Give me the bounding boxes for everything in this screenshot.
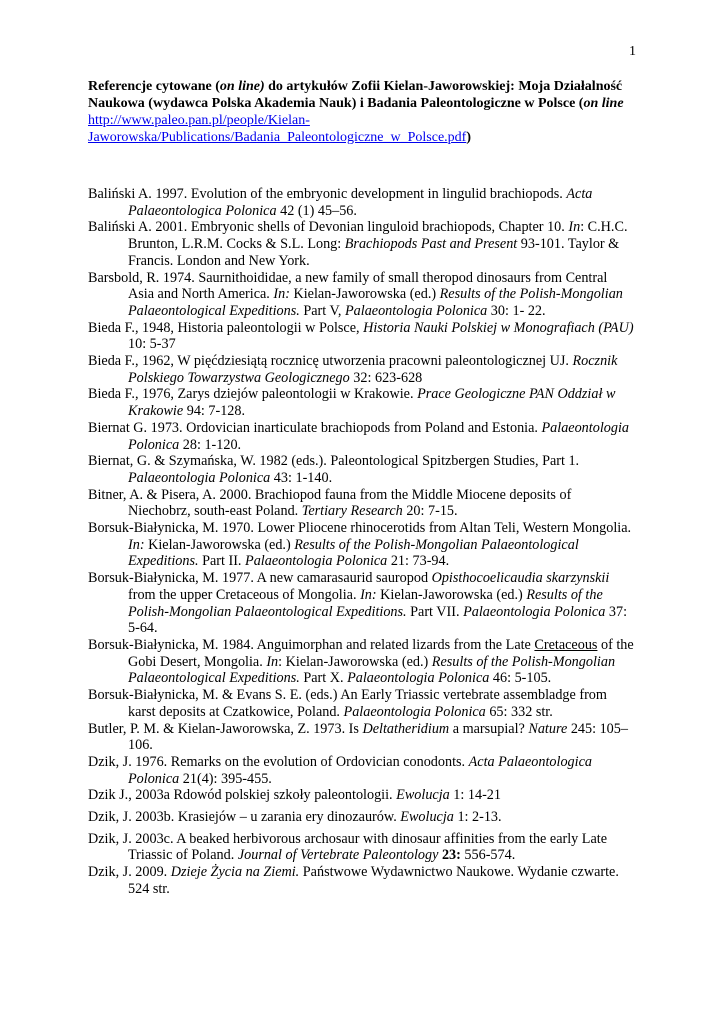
reference-entry: Biernat, G. & Szymańska, W. 1982 (eds.). Paleontological Spitzbergen Studies, Part 1. Palaeontologia Polonica 43: 1-140. <box>88 453 580 486</box>
reference-entry: Borsuk-Białynicka, M. 1970. Lower Pliocene rhinocerotids from Altan Teli, Western Mongolia. In: Kielan-Jaworowska (ed.) Results of the Polish-Mongolian Palaeontological Expeditions. Part II. Palaeontologia Polonica 21: 73-94. <box>88 520 632 570</box>
heading-italic: on line <box>583 96 624 111</box>
reference-list <box>88 186 636 898</box>
source-pdf-link[interactable]: http://www.paleo.pan.pl/people/Kielan-Jaworowska/Publications/Badania_Paleontologiczne_w_Polsce.pdf <box>88 113 467 145</box>
heading-text: do artykułów Zofii Kielan-Jaworowskiej: Moja Działalność Naukowa (wydawca Polska Akademia Nauk) i Badania Paleontologiczne w Polsce ( <box>88 79 623 111</box>
document-heading: Referencje cytowane (on line) do artykułów Zofii Kielan-Jaworowskiej: Moja Działalność Naukowa (wydawca Polska Akademia Nauk) i Badania Paleontologiczne w Polsce (on line http://www.paleo.pan.pl/people/Kielan-Jaworowska/Publications/Badania_Paleontologiczne_w_Polsce.pdf) <box>88 79 624 145</box>
reference-entry: Borsuk-Białynicka, M. & Evans S. E. (eds.) An Early Triassic vertebrate assembladge from karst deposits at Czatkowice, Poland. Palaeontologia Polonica 65: 332 str. <box>88 687 607 720</box>
reference-entry: Borsuk-Białynicka, M. 1977. A new camarasaurid sauropod Opisthocoelicaudia skarzynskii from the upper Cretaceous of Mongolia. In: Kielan-Jaworowska (ed.) Results of the Polish-Mongolian Palaeontological Expeditions. Part VII. Palaeontologia Polonica 37: 5-64. <box>88 570 628 637</box>
reference-entry: Biernat G. 1973. Ordovician inarticulate brachiopods from Poland and Estonia. Palaeontologia Polonica 28: 1-120. <box>88 419 629 453</box>
page-number: 1 <box>629 44 636 59</box>
reference-entry: Barsbold, R. 1974. Saurnithoididae, a new family of small theropod dinosaurs from Central Asia and North America. In: Kielan-Jaworowska (ed.) Results of the Polish-Mongolian Palaeontological Expeditions. Part V, Palaeontologia Polonica 30: 1- 22. <box>88 269 623 319</box>
reference-entry: Baliński A. 2001. Embryonic shells of Devonian linguloid brachiopods, Chapter 10. In: C.H.C. Brunton, L.R.M. Cocks & S.L. Long: Brachiopods Past and Present 93-101. Taylor & Francis. London and New York. <box>88 219 628 269</box>
reference-entry: Butler, P. M. & Kielan-Jaworowska, Z. 1973. Is Deltatheridium a marsupial? Nature 245: 105–106. <box>88 720 628 754</box>
reference-entry: Baliński A. 1997. Evolution of the embryonic development in lingulid brachiopods. Acta Palaeontologica Polonica 42 (1) 45–56. <box>88 186 593 219</box>
reference-entry: Dzik, J. 2003c. A beaked herbivorous archosaur with dinosaur affinities from the early Late Triassic of Poland. Journal of Vertebrate Paleontology 23: 556-574. <box>88 830 608 864</box>
reference-entry: Bieda F., 1962, W pięćdziesiątą rocznicę utworzenia pracowni paleontologicznej UJ. Rocznik Polskiego Towarzystwa Geologicznego 32: 623-628 <box>88 353 618 386</box>
reference-entry: Bieda F., 1948, Historia paleontologii w Polsce, Historia Nauki Polskiej w Monografiach (PAU) 10: 5-37 <box>88 319 634 353</box>
reference-entry: Dzik, J. 2003b. Krasiejów – u zarania ery dinozaurów. Ewolucja 1: 2-13. <box>88 809 502 826</box>
reference-entry: Borsuk-Białynicka, M. 1984. Anguimorphan and related lizards from the Late Cretaceous of the Gobi Desert, Mongolia. In: Kielan-Jaworowska (ed.) Results of the Polish-Mongolian Palaeontological Expeditions. Part X. Palaeontologia Polonica 46: 5-105. <box>88 636 634 687</box>
heading-text: Referencje cytowane ( <box>88 79 220 94</box>
heading-italic: on line) <box>219 79 265 94</box>
reference-entry: Bitner, A. & Pisera, A. 2000. Brachiopod fauna from the Middle Miocene deposits of Niechobrz, south-east Poland. Tertiary Research 20: 7-15. <box>88 486 572 520</box>
reference-entry: Dzik, J. 2009. Dzieje Życia na Ziemi. Państwowe Wydawnictwo Naukowe. Wydanie czwarte. 524 str. <box>88 864 619 897</box>
reference-entry: Dzik, J. 1976. Remarks on the evolution of Ordovician conodonts. Acta Palaeontologica Polonica 21(4): 395-455. <box>88 753 592 787</box>
reference-entry: Bieda F., 1976, Zarys dziejów paleontologii w Krakowie. Prace Geologiczne PAN Oddział w Krakowie 94: 7-128. <box>88 386 616 420</box>
reference-entry: Dzik J., 2003a Rdowód polskiej szkoły paleontologii. Ewolucja 1: 14-21 <box>88 787 501 804</box>
